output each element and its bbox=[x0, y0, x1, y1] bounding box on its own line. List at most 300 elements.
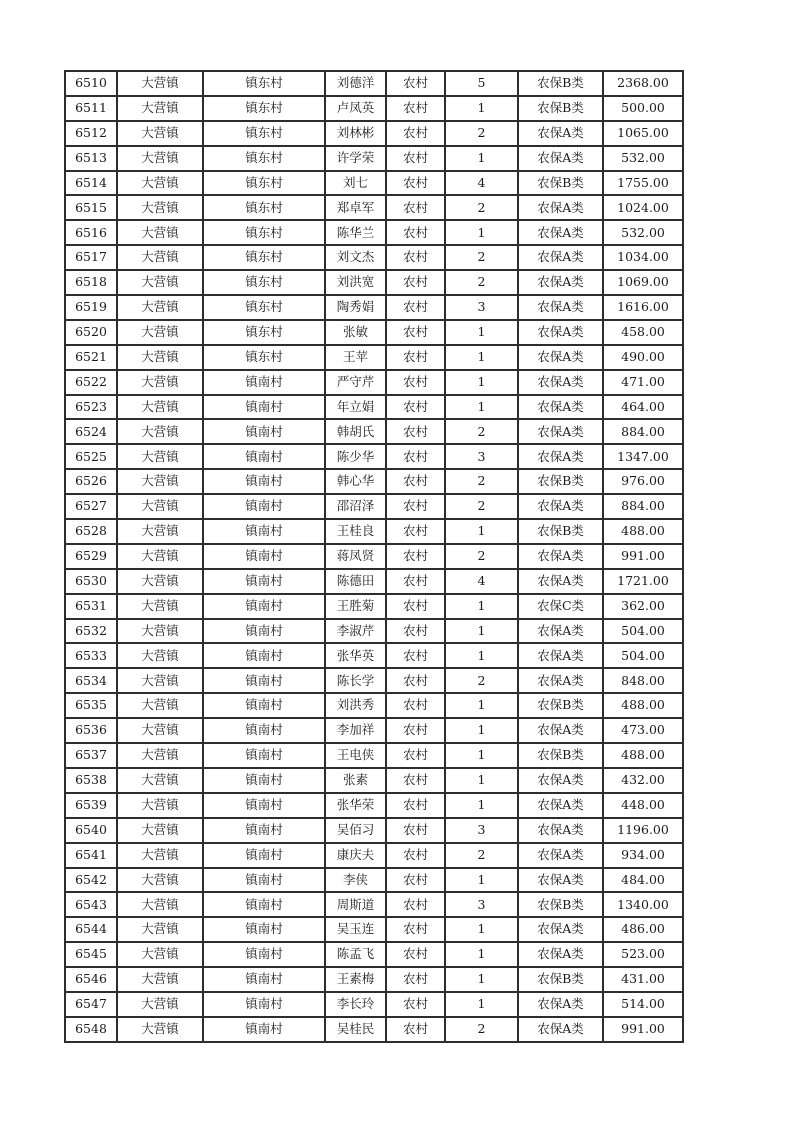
table-cell: 农保B类 bbox=[518, 743, 603, 768]
table-cell: 镇南村 bbox=[203, 619, 325, 644]
table-cell: 2 bbox=[445, 469, 518, 494]
table-cell: 张华英 bbox=[325, 643, 386, 668]
table-cell: 大营镇 bbox=[117, 171, 203, 196]
table-cell: 6547 bbox=[65, 992, 117, 1017]
table-cell: 大营镇 bbox=[117, 843, 203, 868]
table-cell: 6542 bbox=[65, 868, 117, 893]
table-cell: 镇南村 bbox=[203, 818, 325, 843]
table-cell: 吴桂民 bbox=[325, 1017, 386, 1042]
table-cell: 镇南村 bbox=[203, 569, 325, 594]
table-cell: 6534 bbox=[65, 668, 117, 693]
table-row bbox=[65, 917, 683, 942]
table-cell: 农村 bbox=[386, 245, 445, 270]
table-cell: 韩胡氏 bbox=[325, 419, 386, 444]
table-cell: 农村 bbox=[386, 619, 445, 644]
table-cell: 李淑芹 bbox=[325, 619, 386, 644]
table-cell: 镇南村 bbox=[203, 768, 325, 793]
table-cell: 6530 bbox=[65, 569, 117, 594]
table-cell: 农村 bbox=[386, 71, 445, 96]
table-cell: 532.00 bbox=[603, 146, 683, 171]
table-cell: 504.00 bbox=[603, 619, 683, 644]
table-cell: 农村 bbox=[386, 743, 445, 768]
table-cell: 1024.00 bbox=[603, 195, 683, 220]
table-cell: 2 bbox=[445, 668, 518, 693]
table-cell: 6531 bbox=[65, 594, 117, 619]
table-cell: 农保A类 bbox=[518, 1017, 603, 1042]
table-cell: 大营镇 bbox=[117, 892, 203, 917]
table-cell: 刘七 bbox=[325, 171, 386, 196]
table-cell: 周斯道 bbox=[325, 892, 386, 917]
table-cell: 农村 bbox=[386, 469, 445, 494]
table-cell: 2368.00 bbox=[603, 71, 683, 96]
table-cell: 大营镇 bbox=[117, 395, 203, 420]
table-cell: 农保A类 bbox=[518, 668, 603, 693]
table-cell: 6511 bbox=[65, 96, 117, 121]
table-cell: 2 bbox=[445, 245, 518, 270]
table-cell: 农村 bbox=[386, 345, 445, 370]
table-cell: 镇南村 bbox=[203, 643, 325, 668]
table-cell: 976.00 bbox=[603, 469, 683, 494]
table-row bbox=[65, 693, 683, 718]
table-cell: 农村 bbox=[386, 693, 445, 718]
table-cell: 农保A类 bbox=[518, 494, 603, 519]
table-cell: 镇东村 bbox=[203, 320, 325, 345]
table-cell: 1 bbox=[445, 917, 518, 942]
table-cell: 镇南村 bbox=[203, 668, 325, 693]
table-row bbox=[65, 295, 683, 320]
table-row bbox=[65, 320, 683, 345]
table-cell: 镇南村 bbox=[203, 494, 325, 519]
table-cell: 6525 bbox=[65, 444, 117, 469]
table-cell: 农保A类 bbox=[518, 121, 603, 146]
table-row bbox=[65, 743, 683, 768]
table-cell: 农村 bbox=[386, 843, 445, 868]
table-cell: 农村 bbox=[386, 992, 445, 1017]
table-cell: 1340.00 bbox=[603, 892, 683, 917]
table-cell: 991.00 bbox=[603, 544, 683, 569]
table-cell: 大营镇 bbox=[117, 270, 203, 295]
table-cell: 484.00 bbox=[603, 868, 683, 893]
table-cell: 农村 bbox=[386, 494, 445, 519]
table-cell: 6532 bbox=[65, 619, 117, 644]
table-cell: 1 bbox=[445, 96, 518, 121]
table-cell: 农村 bbox=[386, 594, 445, 619]
table-body bbox=[65, 71, 683, 1042]
table-cell: 农保A类 bbox=[518, 569, 603, 594]
table-cell: 1616.00 bbox=[603, 295, 683, 320]
table-row bbox=[65, 1017, 683, 1042]
table-cell: 6535 bbox=[65, 693, 117, 718]
table-row bbox=[65, 469, 683, 494]
table-cell: 1 bbox=[445, 967, 518, 992]
table-cell: 刘林彬 bbox=[325, 121, 386, 146]
table-cell: 500.00 bbox=[603, 96, 683, 121]
table-cell: 农保A类 bbox=[518, 917, 603, 942]
table-cell: 农保A类 bbox=[518, 643, 603, 668]
table-cell: 大营镇 bbox=[117, 195, 203, 220]
table-cell: 1 bbox=[445, 220, 518, 245]
table-cell: 2 bbox=[445, 494, 518, 519]
table-cell: 6520 bbox=[65, 320, 117, 345]
table-cell: 张敏 bbox=[325, 320, 386, 345]
table-cell: 郑卓军 bbox=[325, 195, 386, 220]
table-row bbox=[65, 419, 683, 444]
table-cell: 大营镇 bbox=[117, 444, 203, 469]
table-row bbox=[65, 768, 683, 793]
table-cell: 大营镇 bbox=[117, 743, 203, 768]
table-cell: 农村 bbox=[386, 370, 445, 395]
table-cell: 韩心华 bbox=[325, 469, 386, 494]
table-cell: 1069.00 bbox=[603, 270, 683, 295]
table-cell: 大营镇 bbox=[117, 419, 203, 444]
table-cell: 镇南村 bbox=[203, 519, 325, 544]
table-cell: 991.00 bbox=[603, 1017, 683, 1042]
table-cell: 884.00 bbox=[603, 494, 683, 519]
table-cell: 486.00 bbox=[603, 917, 683, 942]
table-cell: 陈华兰 bbox=[325, 220, 386, 245]
table-row bbox=[65, 668, 683, 693]
table-cell: 农保B类 bbox=[518, 71, 603, 96]
table-cell: 大营镇 bbox=[117, 295, 203, 320]
table-cell: 大营镇 bbox=[117, 868, 203, 893]
table-cell: 934.00 bbox=[603, 843, 683, 868]
table-cell: 1 bbox=[445, 868, 518, 893]
table-cell: 李侠 bbox=[325, 868, 386, 893]
table-cell: 镇南村 bbox=[203, 469, 325, 494]
table-cell: 农保A类 bbox=[518, 942, 603, 967]
table-cell: 458.00 bbox=[603, 320, 683, 345]
table-cell: 6510 bbox=[65, 71, 117, 96]
table-cell: 农保A类 bbox=[518, 146, 603, 171]
table-cell: 刘洪宽 bbox=[325, 270, 386, 295]
table-row bbox=[65, 942, 683, 967]
table-cell: 陈少华 bbox=[325, 444, 386, 469]
table-cell: 农村 bbox=[386, 718, 445, 743]
table-cell: 大营镇 bbox=[117, 146, 203, 171]
table-cell: 王素梅 bbox=[325, 967, 386, 992]
table-cell: 农村 bbox=[386, 320, 445, 345]
table-cell: 农村 bbox=[386, 295, 445, 320]
table-cell: 农保B类 bbox=[518, 469, 603, 494]
table-cell: 大营镇 bbox=[117, 469, 203, 494]
table-cell: 张素 bbox=[325, 768, 386, 793]
table-cell: 农保A类 bbox=[518, 320, 603, 345]
table-cell: 4 bbox=[445, 569, 518, 594]
table-cell: 大营镇 bbox=[117, 220, 203, 245]
table-cell: 6544 bbox=[65, 917, 117, 942]
table-cell: 农保A类 bbox=[518, 843, 603, 868]
table-cell: 1 bbox=[445, 345, 518, 370]
table-cell: 农村 bbox=[386, 643, 445, 668]
table-cell: 农保A类 bbox=[518, 370, 603, 395]
table-cell: 6521 bbox=[65, 345, 117, 370]
table-cell: 大营镇 bbox=[117, 320, 203, 345]
table-cell: 6545 bbox=[65, 942, 117, 967]
table-cell: 镇南村 bbox=[203, 942, 325, 967]
table-cell: 镇东村 bbox=[203, 345, 325, 370]
table-cell: 1 bbox=[445, 594, 518, 619]
table-cell: 镇南村 bbox=[203, 868, 325, 893]
table-row bbox=[65, 345, 683, 370]
table-cell: 6516 bbox=[65, 220, 117, 245]
table-cell: 大营镇 bbox=[117, 544, 203, 569]
table-cell: 6528 bbox=[65, 519, 117, 544]
table-cell: 大营镇 bbox=[117, 594, 203, 619]
table-cell: 6538 bbox=[65, 768, 117, 793]
table-cell: 镇南村 bbox=[203, 370, 325, 395]
table-cell: 大营镇 bbox=[117, 121, 203, 146]
table-cell: 884.00 bbox=[603, 419, 683, 444]
table-cell: 农村 bbox=[386, 544, 445, 569]
table-cell: 6526 bbox=[65, 469, 117, 494]
table-row bbox=[65, 793, 683, 818]
table-cell: 镇东村 bbox=[203, 220, 325, 245]
table-cell: 镇南村 bbox=[203, 594, 325, 619]
table-cell: 490.00 bbox=[603, 345, 683, 370]
table-cell: 471.00 bbox=[603, 370, 683, 395]
table-cell: 大营镇 bbox=[117, 768, 203, 793]
table-cell: 农村 bbox=[386, 668, 445, 693]
table-cell: 大营镇 bbox=[117, 71, 203, 96]
table-cell: 大营镇 bbox=[117, 818, 203, 843]
table-cell: 邵沼泽 bbox=[325, 494, 386, 519]
table-cell: 农保A类 bbox=[518, 868, 603, 893]
table-cell: 吴佰习 bbox=[325, 818, 386, 843]
table-cell: 农村 bbox=[386, 892, 445, 917]
table-cell: 农保A类 bbox=[518, 395, 603, 420]
table-cell: 6514 bbox=[65, 171, 117, 196]
table-cell: 王苹 bbox=[325, 345, 386, 370]
table-cell: 488.00 bbox=[603, 693, 683, 718]
table-row bbox=[65, 270, 683, 295]
table-cell: 2 bbox=[445, 1017, 518, 1042]
table-cell: 6546 bbox=[65, 967, 117, 992]
table-cell: 农村 bbox=[386, 818, 445, 843]
table-row bbox=[65, 444, 683, 469]
table-cell: 2 bbox=[445, 419, 518, 444]
table-cell: 镇南村 bbox=[203, 843, 325, 868]
table-cell: 1 bbox=[445, 146, 518, 171]
table-cell: 镇东村 bbox=[203, 96, 325, 121]
table-cell: 李长玲 bbox=[325, 992, 386, 1017]
table-cell: 1196.00 bbox=[603, 818, 683, 843]
table-cell: 农保B类 bbox=[518, 892, 603, 917]
table-cell: 523.00 bbox=[603, 942, 683, 967]
table-cell: 1 bbox=[445, 768, 518, 793]
table-cell: 农村 bbox=[386, 1017, 445, 1042]
table-cell: 镇南村 bbox=[203, 693, 325, 718]
table-cell: 1 bbox=[445, 619, 518, 644]
table-row bbox=[65, 992, 683, 1017]
table-row bbox=[65, 544, 683, 569]
table-cell: 镇南村 bbox=[203, 718, 325, 743]
table-cell: 大营镇 bbox=[117, 668, 203, 693]
table-cell: 农村 bbox=[386, 519, 445, 544]
table-cell: 5 bbox=[445, 71, 518, 96]
table-cell: 农保B类 bbox=[518, 693, 603, 718]
table-row bbox=[65, 195, 683, 220]
table-row bbox=[65, 370, 683, 395]
table-cell: 陶秀娟 bbox=[325, 295, 386, 320]
table-row bbox=[65, 718, 683, 743]
table-cell: 镇南村 bbox=[203, 419, 325, 444]
table-cell: 6537 bbox=[65, 743, 117, 768]
table-cell: 农保A类 bbox=[518, 619, 603, 644]
table-cell: 1 bbox=[445, 992, 518, 1017]
table-cell: 农保A类 bbox=[518, 444, 603, 469]
table-cell: 大营镇 bbox=[117, 917, 203, 942]
table-cell: 432.00 bbox=[603, 768, 683, 793]
table-cell: 6541 bbox=[65, 843, 117, 868]
table-cell: 农保B类 bbox=[518, 96, 603, 121]
table-cell: 镇东村 bbox=[203, 245, 325, 270]
table-cell: 6527 bbox=[65, 494, 117, 519]
table-cell: 431.00 bbox=[603, 967, 683, 992]
table-cell: 大营镇 bbox=[117, 718, 203, 743]
table-cell: 镇东村 bbox=[203, 195, 325, 220]
table-cell: 镇南村 bbox=[203, 743, 325, 768]
table-cell: 农保A类 bbox=[518, 992, 603, 1017]
table-cell: 1 bbox=[445, 370, 518, 395]
table-cell: 农村 bbox=[386, 793, 445, 818]
table-cell: 1347.00 bbox=[603, 444, 683, 469]
table-cell: 农村 bbox=[386, 917, 445, 942]
table-cell: 504.00 bbox=[603, 643, 683, 668]
table-cell: 1 bbox=[445, 320, 518, 345]
table-row bbox=[65, 594, 683, 619]
table-cell: 农村 bbox=[386, 270, 445, 295]
table-cell: 农保A类 bbox=[518, 195, 603, 220]
table-cell: 大营镇 bbox=[117, 345, 203, 370]
table-cell: 大营镇 bbox=[117, 693, 203, 718]
table-cell: 大营镇 bbox=[117, 793, 203, 818]
table-cell: 农保A类 bbox=[518, 245, 603, 270]
table-cell: 6512 bbox=[65, 121, 117, 146]
table-cell: 1 bbox=[445, 942, 518, 967]
table-cell: 农保A类 bbox=[518, 270, 603, 295]
table-cell: 6533 bbox=[65, 643, 117, 668]
table-row bbox=[65, 892, 683, 917]
table-cell: 农保A类 bbox=[518, 544, 603, 569]
table-row bbox=[65, 71, 683, 96]
table-row bbox=[65, 843, 683, 868]
table-row bbox=[65, 569, 683, 594]
table-row bbox=[65, 643, 683, 668]
table-cell: 农村 bbox=[386, 868, 445, 893]
table-cell: 农保A类 bbox=[518, 419, 603, 444]
table-cell: 农村 bbox=[386, 419, 445, 444]
table-cell: 3 bbox=[445, 818, 518, 843]
table-cell: 大营镇 bbox=[117, 967, 203, 992]
table-cell: 大营镇 bbox=[117, 494, 203, 519]
table-cell: 镇东村 bbox=[203, 295, 325, 320]
table-cell: 1 bbox=[445, 693, 518, 718]
table-cell: 卢凤英 bbox=[325, 96, 386, 121]
table-cell: 大营镇 bbox=[117, 619, 203, 644]
table-cell: 农村 bbox=[386, 569, 445, 594]
table-cell: 6517 bbox=[65, 245, 117, 270]
table-row bbox=[65, 868, 683, 893]
table-row bbox=[65, 818, 683, 843]
table-cell: 514.00 bbox=[603, 992, 683, 1017]
table-cell: 农村 bbox=[386, 444, 445, 469]
table-cell: 6519 bbox=[65, 295, 117, 320]
table-cell: 2 bbox=[445, 195, 518, 220]
table-row bbox=[65, 395, 683, 420]
table-cell: 1 bbox=[445, 718, 518, 743]
table-row bbox=[65, 519, 683, 544]
table-cell: 1755.00 bbox=[603, 171, 683, 196]
table-cell: 刘德洋 bbox=[325, 71, 386, 96]
table-cell: 农保B类 bbox=[518, 967, 603, 992]
table-cell: 大营镇 bbox=[117, 370, 203, 395]
table-cell: 镇东村 bbox=[203, 121, 325, 146]
table-row bbox=[65, 146, 683, 171]
table-cell: 农保C类 bbox=[518, 594, 603, 619]
table-cell: 农保B类 bbox=[518, 519, 603, 544]
table-cell: 农保A类 bbox=[518, 718, 603, 743]
table-cell: 镇南村 bbox=[203, 544, 325, 569]
table-cell: 刘文杰 bbox=[325, 245, 386, 270]
table-cell: 镇东村 bbox=[203, 71, 325, 96]
table-row bbox=[65, 121, 683, 146]
table-cell: 大营镇 bbox=[117, 96, 203, 121]
table-cell: 大营镇 bbox=[117, 245, 203, 270]
table-cell: 6536 bbox=[65, 718, 117, 743]
table-cell: 蒋凤贤 bbox=[325, 544, 386, 569]
table-cell: 464.00 bbox=[603, 395, 683, 420]
table-cell: 1 bbox=[445, 743, 518, 768]
table-cell: 农村 bbox=[386, 768, 445, 793]
table-cell: 362.00 bbox=[603, 594, 683, 619]
table-cell: 1 bbox=[445, 793, 518, 818]
table-cell: 镇南村 bbox=[203, 917, 325, 942]
table-cell: 4 bbox=[445, 171, 518, 196]
table-cell: 6523 bbox=[65, 395, 117, 420]
table-row bbox=[65, 171, 683, 196]
table-cell: 2 bbox=[445, 843, 518, 868]
table-cell: 6543 bbox=[65, 892, 117, 917]
table-cell: 镇东村 bbox=[203, 146, 325, 171]
table-cell: 6539 bbox=[65, 793, 117, 818]
table-cell: 李加祥 bbox=[325, 718, 386, 743]
table-row bbox=[65, 96, 683, 121]
table-row bbox=[65, 220, 683, 245]
table-cell: 农保A类 bbox=[518, 220, 603, 245]
table-cell: 许学荣 bbox=[325, 146, 386, 171]
table-cell: 3 bbox=[445, 444, 518, 469]
table-cell: 农村 bbox=[386, 96, 445, 121]
table-cell: 6529 bbox=[65, 544, 117, 569]
table-cell: 1 bbox=[445, 643, 518, 668]
table-cell: 年立娟 bbox=[325, 395, 386, 420]
table-cell: 农村 bbox=[386, 395, 445, 420]
table-cell: 镇南村 bbox=[203, 967, 325, 992]
table-cell: 镇南村 bbox=[203, 395, 325, 420]
table-cell: 6515 bbox=[65, 195, 117, 220]
table-cell: 大营镇 bbox=[117, 643, 203, 668]
table-cell: 镇东村 bbox=[203, 171, 325, 196]
table-cell: 农村 bbox=[386, 146, 445, 171]
table-cell: 王胜菊 bbox=[325, 594, 386, 619]
table-cell: 6518 bbox=[65, 270, 117, 295]
table-cell: 大营镇 bbox=[117, 569, 203, 594]
table-cell: 陈德田 bbox=[325, 569, 386, 594]
table-cell: 镇南村 bbox=[203, 1017, 325, 1042]
table-cell: 1721.00 bbox=[603, 569, 683, 594]
table-cell: 镇南村 bbox=[203, 444, 325, 469]
table-cell: 532.00 bbox=[603, 220, 683, 245]
